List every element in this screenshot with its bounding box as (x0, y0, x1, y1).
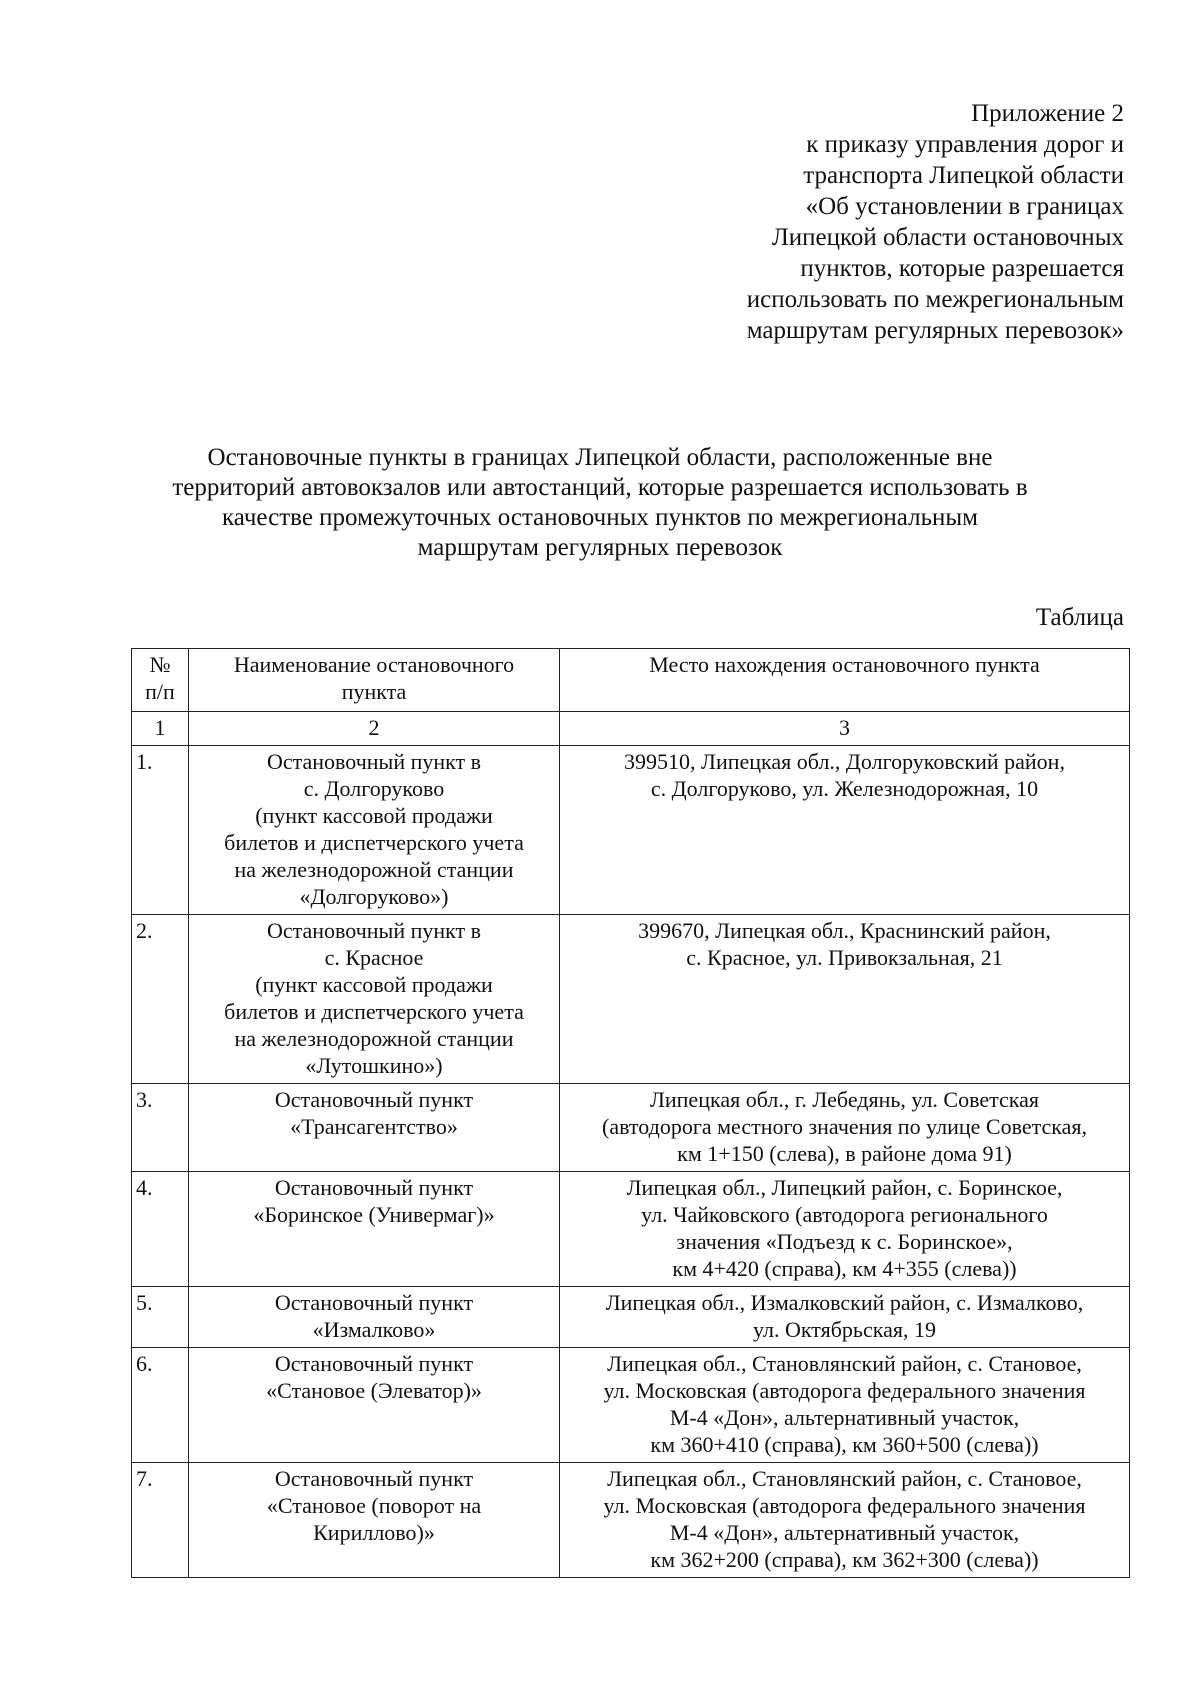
stop-name-line: (пункт кассовой продажи (255, 972, 493, 997)
stop-location-line: Липецкая обл., Липецкий район, с. Боринское, (626, 1175, 1063, 1200)
row-number: 4. (132, 1172, 189, 1287)
stop-name-line: билетов и диспетчерского учета (224, 830, 524, 855)
table-header-row (132, 649, 1130, 712)
stop-location-line: Липецкая обл., г. Лебедянь, ул. Советская (649, 1087, 1040, 1112)
table-row (132, 915, 1130, 1084)
stop-name (189, 1287, 560, 1348)
appendix-line: пунктов, которые разрешается (800, 255, 1124, 282)
header-location: Место нахождения остановочного пункта (560, 649, 1130, 712)
stop-name-line: «Трансагентство» (290, 1114, 458, 1139)
stop-location (560, 1172, 1130, 1287)
title-line: Остановочные пункты в границах Липецкой области, расположенные вне (207, 444, 993, 471)
appendix-line: транспорта Липецкой области (803, 162, 1124, 189)
stop-location-line: 399670, Липецкая обл., Краснинский район, (638, 918, 1051, 943)
stop-location-line: км 362+200 (справа), км 362+300 (слева)) (650, 1547, 1039, 1572)
stop-name-line: Остановочный пункт (274, 1087, 474, 1112)
stop-location (560, 1287, 1130, 1348)
stop-location-line: с. Долгоруково, ул. Железнодорожная, 10 (650, 776, 1039, 801)
appendix-line: маршрутам регулярных перевозок» (746, 317, 1124, 344)
appendix-line: к приказу управления дорог и (806, 131, 1124, 158)
stop-name-line: «Измалково» (312, 1317, 436, 1342)
stop-location-line: М-4 «Дон», альтернативный участок, (669, 1405, 1020, 1430)
stop-location-line: км 1+150 (слева), в районе дома 91) (677, 1141, 1012, 1166)
stop-name-line: на железнодорожной станции (234, 857, 514, 882)
stop-location-line: ул. Чайковского (автодорога регионального (641, 1202, 1048, 1227)
stop-name-line: «Становое (поворот на (266, 1493, 482, 1518)
stop-name (189, 1348, 560, 1463)
stop-name-line: «Долгоруково») (299, 884, 449, 909)
stop-location-line: Липецкая обл., Измалковский район, с. Измалково, (605, 1290, 1084, 1315)
stop-name (189, 1463, 560, 1578)
stop-name-line: «Лутошкино») (305, 1053, 443, 1078)
stop-name-line: (пункт кассовой продажи (255, 803, 493, 828)
header-num: № п/п (132, 649, 189, 712)
document-title (80, 443, 1120, 563)
stop-name-line: Кириллово)» (313, 1520, 435, 1545)
table-row (132, 1348, 1130, 1463)
appendix-line: Приложение 2 (971, 100, 1124, 127)
stop-location (560, 1084, 1130, 1172)
header-name: Наименование остановочного пункта (189, 649, 560, 712)
appendix-header (560, 98, 1124, 346)
stop-location-line: Липецкая обл., Становлянский район, с. Становое, (607, 1351, 1082, 1376)
row-number: 7. (132, 1463, 189, 1578)
row-number: 6. (132, 1348, 189, 1463)
stop-name-line: «Боринское (Универмаг)» (253, 1202, 495, 1227)
stop-location-line: ул. Октябрьская, 19 (753, 1317, 936, 1342)
table-row (132, 1084, 1130, 1172)
title-line: территорий автовокзалов или автостанций, которые разрешается использовать в (172, 474, 1028, 501)
appendix-line: использовать по межрегиональным (746, 286, 1124, 313)
stop-name-line: Остановочный пункт (274, 1175, 474, 1200)
stop-location (560, 746, 1130, 915)
stop-name (189, 1172, 560, 1287)
stop-name (189, 746, 560, 915)
stop-name (189, 915, 560, 1084)
stop-name-line: с. Красное (324, 945, 424, 970)
table-row (132, 1172, 1130, 1287)
row-number: 5. (132, 1287, 189, 1348)
column-index: 3 (560, 712, 1130, 746)
table-row (132, 1287, 1130, 1348)
row-number: 2. (132, 915, 189, 1084)
stop-name (189, 1084, 560, 1172)
stop-name-line: Остановочный пункт в (266, 749, 482, 774)
stop-name-line: билетов и диспетчерского учета (224, 999, 524, 1024)
stop-location-line: ул. Московская (автодорога федерального значения (603, 1378, 1086, 1403)
stop-location-line: Липецкая обл., Становлянский район, с. Становое, (607, 1466, 1082, 1491)
stop-name-line: Остановочный пункт (274, 1466, 474, 1491)
stop-name-line: Остановочный пункт (274, 1290, 474, 1315)
stop-location-line: с. Красное, ул. Привокзальная, 21 (686, 945, 1003, 970)
stop-location-line: км 360+410 (справа), км 360+500 (слева)) (650, 1432, 1039, 1457)
title-line: маршрутам регулярных перевозок (417, 534, 783, 561)
stop-location-line: М-4 «Дон», альтернативный участок, (669, 1520, 1020, 1545)
stop-name-line: Остановочный пункт (274, 1351, 474, 1376)
table-label: Таблица (1035, 604, 1124, 631)
stop-location (560, 915, 1130, 1084)
title-line: качестве промежуточных остановочных пунктов по межрегиональным (222, 504, 978, 531)
stop-location (560, 1463, 1130, 1578)
row-number: 1. (132, 746, 189, 915)
stops-table (131, 648, 1130, 1578)
appendix-line: «Об установлении в границах (805, 193, 1124, 220)
stop-name-line: с. Долгоруково (303, 776, 445, 801)
table-row (132, 1463, 1130, 1578)
table-row (132, 746, 1130, 915)
stop-location-line: км 4+420 (справа), км 4+355 (слева)) (672, 1256, 1017, 1281)
stop-name-line: Остановочный пункт в (266, 918, 482, 943)
appendix-line: Липецкой области остановочных (771, 224, 1124, 251)
column-index-row (132, 712, 1130, 746)
column-index: 1 (132, 712, 189, 746)
stop-location-line: значения «Подъезд к с. Боринское», (676, 1229, 1013, 1254)
stop-name-line: на железнодорожной станции (234, 1026, 514, 1051)
stop-location-line: 399510, Липецкая обл., Долгоруковский район, (624, 749, 1065, 774)
stop-location-line: (автодорога местного значения по улице Советская, (602, 1114, 1087, 1139)
column-index: 2 (189, 712, 560, 746)
stop-location-line: ул. Московская (автодорога федерального значения (603, 1493, 1086, 1518)
row-number: 3. (132, 1084, 189, 1172)
stop-name-line: «Становое (Элеватор)» (266, 1378, 482, 1403)
stop-location (560, 1348, 1130, 1463)
